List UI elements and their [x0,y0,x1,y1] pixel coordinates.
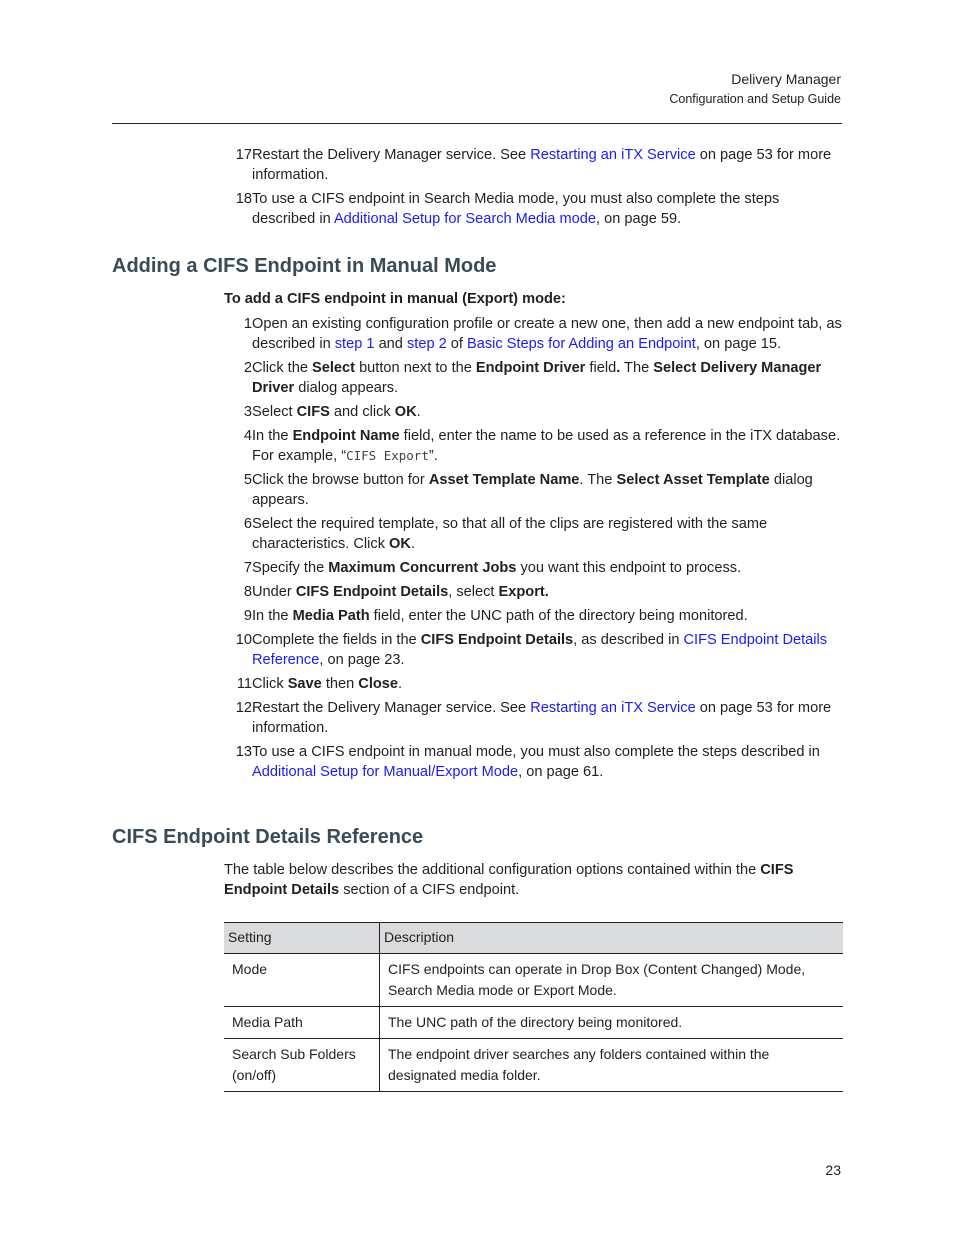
emphasis-text: Asset Template Name [428,472,580,488]
column-header-setting: Setting [224,923,380,954]
step-text [252,314,846,354]
list-item [224,698,846,738]
text-run: , on page 23. [319,652,405,668]
step-number [224,145,252,185]
cross-reference-link[interactable]: Additional Setup for Search Media mode [333,211,596,227]
text-run: then [321,676,359,692]
emphasis-text: Save [287,676,322,692]
cross-reference-link[interactable]: Restarting an iTX Service [530,700,696,716]
step-text [252,674,846,694]
text-run: . [410,536,415,552]
text-run: field, enter the name to be used as a reference in the iTX database. For example, “ [252,428,841,464]
emphasis-text: . [616,360,621,376]
emphasis-text: Maximum Concurrent Jobs [328,560,517,576]
step-number [224,630,252,670]
list-item [224,674,846,694]
step-number [224,582,252,602]
code-text: CIFS Export [346,448,429,463]
cross-reference-link[interactable]: Basic Steps for Adding an Endpoint [467,336,696,352]
text-run: The [620,360,654,376]
running-header-subtitle: Configuration and Setup Guide [669,92,841,106]
emphasis-text: Select Delivery Manager Driver [252,360,822,396]
text-run: Open an existing configuration profile or create a new one, then add a new endpoint tab, as described in [252,316,842,352]
step-text [252,470,846,510]
emphasis-text: Endpoint Driver [475,360,586,376]
emphasis-text: CIFS Endpoint Details [224,862,794,898]
text-run: , select [448,584,499,600]
text-run: , on page 15. [695,336,782,352]
step-number [224,558,252,578]
setting-cell: Search Sub Folders (on/off) [224,1039,380,1092]
manual-mode-steps-list [224,314,846,786]
list-item [224,314,846,354]
step-number-label: 10 [235,632,252,648]
step-number-label: 13 [235,744,252,760]
text-run: button next to the [355,360,476,376]
emphasis-text: Select Asset Template [616,472,770,488]
setting-cell: Mode [224,954,380,1007]
text-run: Restart the Delivery Manager service. See [252,700,531,716]
page-number: 23 [825,1162,841,1178]
text-run: and [374,336,407,352]
step-number-label: 18 [235,191,252,207]
step-number-label: 9 [243,608,252,624]
step-number [224,674,252,694]
list-item [224,582,846,602]
cross-reference-link[interactable]: Additional Setup for Manual/Export Mode [252,764,519,780]
details-table [224,922,843,1092]
table-row [224,954,843,1007]
step-number-label: 7 [243,560,252,576]
reference-intro [224,860,844,900]
list-item [224,402,846,422]
emphasis-text: Endpoint Name [292,428,400,444]
column-header-description: Description [380,923,844,954]
text-run: ”. [428,448,438,464]
text-run: and click [329,404,395,420]
list-item [224,558,846,578]
text-run: on page 53 for more information. [252,700,832,736]
list-item [224,606,846,626]
text-run: section of a CIFS endpoint. [339,882,520,898]
description-cell: The UNC path of the directory being monitored. [380,1007,844,1039]
emphasis-text: Close [358,676,399,692]
list-item [224,470,846,510]
step-number [224,426,252,466]
emphasis-text: Export. [498,584,549,600]
step-number-label: 1 [243,316,252,332]
step-text [252,698,846,738]
list-item [224,514,846,554]
description-cell: CIFS endpoints can operate in Drop Box (Content Changed) Mode, Search Media mode or Export Mode. [380,954,844,1007]
text-run: dialog appears. [294,380,399,396]
header-rule [112,123,842,124]
emphasis-text: CIFS Endpoint Details [420,632,574,648]
text-run: . [416,404,421,420]
text-run: field [585,360,617,376]
cross-reference-link[interactable]: Restarting an iTX Service [530,147,696,163]
text-run: Select the required template, so that all of the clips are registered with the same characteristics. Click [252,516,768,552]
text-run: The table below describes the additional configuration options contained within the [224,862,761,878]
text-run: Click [252,676,288,692]
list-item [224,189,846,229]
section-heading-manual-mode: Adding a CIFS Endpoint in Manual Mode [112,255,497,277]
text-run: of [446,336,468,352]
text-run: field, enter the UNC path of the directory being monitored. [369,608,748,624]
step-text [252,514,846,554]
text-run: To use a CIFS endpoint in manual mode, you must also complete the steps described in [252,744,820,760]
step-text [252,358,846,398]
step-text [252,630,846,670]
text-run: , on page 61. [518,764,604,780]
step-number-label: 11 [236,676,252,692]
step-number-label: 12 [235,700,252,716]
text-run: Select [252,404,297,420]
step-number-label: 4 [243,428,252,444]
step-number [224,358,252,398]
step-number [224,742,252,782]
text-run: you want this endpoint to process. [516,560,742,576]
step-text [252,606,846,626]
step-number-label: 3 [243,404,252,420]
list-item [224,426,846,466]
step-text [252,426,846,466]
cross-reference-link[interactable]: step 2 [406,336,447,352]
list-item [224,145,846,185]
step-number [224,606,252,626]
emphasis-text: CIFS [296,404,330,420]
table-row [224,1039,843,1092]
text-run: Click the browse button for [252,472,429,488]
text-run: Under [252,584,296,600]
table-row [224,1007,843,1039]
text-run: Specify the [252,560,329,576]
cross-reference-link[interactable]: step 1 [334,336,375,352]
step-number-label: 5 [243,472,252,488]
text-run: Restart the Delivery Manager service. See [252,147,531,163]
step-text [252,402,846,422]
text-run: , on page 59. [596,211,682,227]
procedure-title: To add a CIFS endpoint in manual (Export) mode: [224,291,566,307]
text-run: To use a CIFS endpoint in Search Media mode, you must also complete the steps described in [252,191,780,227]
text-run: . [398,676,403,692]
section-heading-details-reference: CIFS Endpoint Details Reference [112,826,424,848]
text-run: In the [252,608,293,624]
step-text [252,189,846,229]
list-item [224,630,846,670]
table-header-row [224,923,843,954]
emphasis-text: OK [394,404,417,420]
step-number [224,402,252,422]
continued-steps-list [224,145,846,233]
step-number [224,189,252,229]
step-number [224,514,252,554]
step-text [252,582,846,602]
running-header-title: Delivery Manager [731,71,841,87]
text-run: Click the [252,360,313,376]
text-run: on page 53 for more information. [252,147,832,183]
step-number-label: 2 [243,360,252,376]
step-number-label: 6 [243,516,252,532]
text-run: dialog appears. [252,472,813,508]
text-run: . The [579,472,617,488]
step-number [224,470,252,510]
step-number [224,698,252,738]
emphasis-text: CIFS Endpoint Details [295,584,449,600]
emphasis-text: OK [389,536,411,552]
step-text [252,145,846,185]
text-run: In the [252,428,293,444]
text-run: Complete the fields in the [252,632,421,648]
step-text [252,742,846,782]
step-number-label: 17 [235,147,252,163]
step-text [252,558,846,578]
emphasis-text: Select [312,360,356,376]
list-item [224,742,846,782]
setting-cell: Media Path [224,1007,380,1039]
text-run: , as described in [573,632,684,648]
step-number [224,314,252,354]
step-number-label: 8 [243,584,252,600]
emphasis-text: Media Path [292,608,370,624]
list-item [224,358,846,398]
cross-reference-link[interactable]: CIFS Endpoint Details Reference [252,632,828,668]
description-cell: The endpoint driver searches any folders contained within the designated media folder. [380,1039,844,1092]
